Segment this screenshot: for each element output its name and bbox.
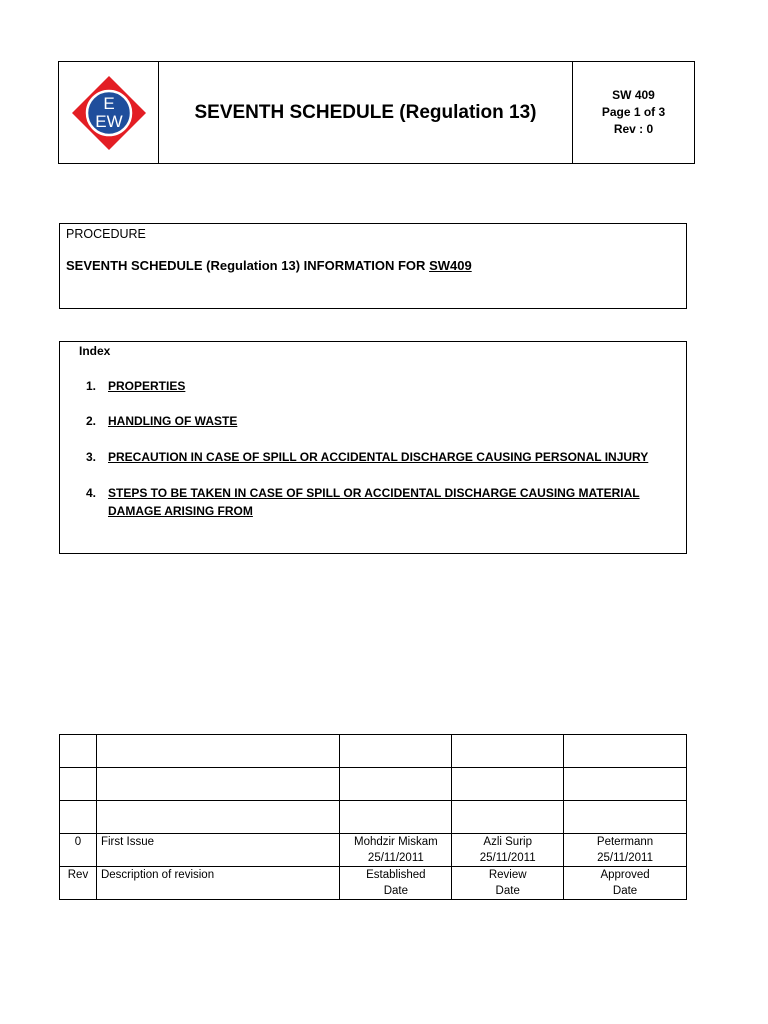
procedure-label: PROCEDURE — [66, 227, 146, 241]
table-cell-rev: Rev — [60, 867, 97, 900]
table-row — [60, 867, 687, 900]
table-cell-rev — [60, 735, 97, 768]
index-item-number: 2. — [86, 414, 97, 428]
table-cell-review — [452, 801, 564, 834]
table-cell-approved — [564, 768, 687, 801]
doc-code: SW 409 — [612, 88, 655, 102]
index-label: Index — [79, 344, 111, 358]
table-row — [60, 801, 687, 834]
revision-table — [59, 734, 687, 900]
index-item-link[interactable]: PROPERTIES — [108, 379, 186, 393]
table-cell-rev — [60, 801, 97, 834]
procedure-title-code: SW409 — [429, 258, 472, 273]
table-row — [60, 834, 687, 867]
table-cell-desc — [96, 801, 339, 834]
procedure-box — [59, 223, 687, 309]
table-cell-desc — [96, 735, 339, 768]
document-header — [58, 61, 695, 164]
table-cell-est — [340, 735, 452, 768]
index-item-precaution[interactable] — [86, 448, 678, 466]
table-cell-review: Azli Surip 25/11/2011 — [452, 834, 564, 867]
table-cell-approved: Approved Date — [564, 867, 687, 900]
table-cell-est — [340, 768, 452, 801]
index-item-number: 1. — [86, 379, 97, 393]
svg-text:E: E — [102, 93, 115, 113]
procedure-title — [66, 258, 680, 273]
table-cell-review — [452, 768, 564, 801]
table-cell-approved — [564, 801, 687, 834]
table-cell-review: Review Date — [452, 867, 564, 900]
procedure-title-text: SEVENTH SCHEDULE (Regulation 13) INFORMATION FOR — [66, 258, 430, 273]
table-cell-rev: 0 — [60, 834, 97, 867]
table-cell-desc: Description of revision — [96, 867, 339, 900]
index-item-link[interactable]: PRECAUTION IN CASE OF SPILL OR ACCIDENTAL DISCHARGE CAUSING PERSONAL INJURY — [108, 450, 649, 464]
table-row — [60, 735, 687, 768]
index-item-link[interactable]: HANDLING OF WASTE — [108, 414, 238, 428]
company-logo — [70, 74, 148, 152]
table-cell-rev — [60, 768, 97, 801]
revision-number: Rev : 0 — [613, 122, 654, 136]
index-item-steps[interactable] — [86, 484, 678, 520]
document-title: SEVENTH SCHEDULE (Regulation 13) — [194, 101, 537, 123]
table-cell-approved: Petermann 25/11/2011 — [564, 834, 687, 867]
table-cell-approved — [564, 735, 687, 768]
table-cell-est: Mohdzir Miskam 25/11/2011 — [340, 834, 452, 867]
index-item-properties[interactable] — [86, 377, 678, 395]
logo-cell — [59, 62, 159, 163]
table-cell-desc — [96, 768, 339, 801]
table-cell-desc: First Issue — [96, 834, 339, 867]
table-row — [60, 768, 687, 801]
table-cell-review — [452, 735, 564, 768]
index-item-handling[interactable] — [86, 412, 678, 430]
index-item-link[interactable]: STEPS TO BE TAKEN IN CASE OF SPILL OR ACCIDENTAL DISCHARGE CAUSING MATERIAL DAMAGE ARISING FROM — [108, 486, 640, 518]
table-cell-est: Established Date — [340, 867, 452, 900]
table-cell-est — [340, 801, 452, 834]
index-item-number: 3. — [86, 450, 97, 464]
document-reference — [572, 62, 694, 163]
page-number: Page 1 of 3 — [601, 105, 666, 119]
index-item-number: 4. — [86, 486, 97, 500]
index-box — [59, 341, 687, 554]
svg-text:EW: EW — [94, 111, 123, 131]
